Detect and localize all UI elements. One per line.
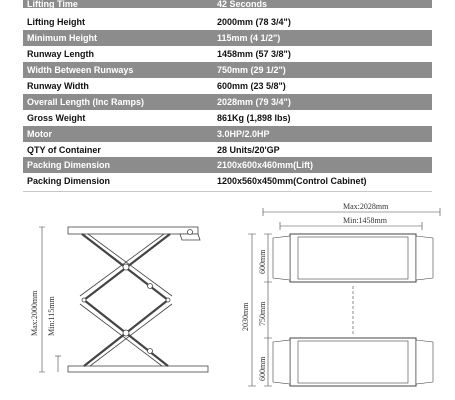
divider [23, 191, 432, 192]
spec-row [23, 30, 432, 46]
spec-label: QTY of Container [27, 145, 101, 155]
spec-row [23, 14, 432, 30]
spec-value: 861Kg (1,898 lbs) [217, 113, 291, 123]
min-height-label: Min:115mm [47, 296, 56, 336]
spec-value: 600mm (23 5/8") [217, 81, 286, 91]
spec-row [23, 126, 432, 142]
max-length-label: Max:2028mm [343, 202, 389, 211]
spec-value: 28 Units/20'GP [217, 145, 280, 155]
spec-label: Overall Length (Inc Ramps) [27, 97, 145, 107]
side-view-drawing [0, 196, 228, 400]
spec-row [23, 110, 432, 126]
spec-row [23, 62, 432, 78]
spec-value: 42 Seconds [217, 0, 268, 8]
spec-value: 2100x600x460mm(Lift) [217, 160, 314, 170]
min-length-label: Min:1458mm [343, 216, 388, 225]
spec-row [23, 0, 432, 8]
runway-bottom-width-label: 600mm [258, 356, 267, 381]
spec-label: Lifting Time [27, 0, 78, 8]
spec-label: Packing Dimension [27, 176, 111, 186]
spec-label: Lifting Height [27, 17, 85, 27]
spec-row [23, 78, 432, 94]
spec-row [23, 46, 432, 62]
top-view-drawing [228, 196, 455, 400]
spec-label: Runway Width [27, 81, 89, 91]
spec-label: Width Between Runways [27, 65, 134, 75]
spec-row [23, 142, 432, 158]
spec-row [23, 94, 432, 110]
spec-value: 1200x560x450mm(Control Cabinet) [217, 176, 367, 186]
spec-value: 750mm (29 1/2") [217, 65, 286, 75]
spec-value: 2000mm (78 3/4") [217, 17, 291, 27]
spec-value: 2028mm (79 3/4") [217, 97, 291, 107]
runway-top-width-label: 600mm [258, 249, 267, 274]
gap-width-label: 750mm [258, 301, 267, 326]
spec-value: 115mm (4 1/2") [217, 33, 281, 43]
max-height-label: Max:2000mm [30, 290, 39, 336]
spec-label: Gross Weight [27, 113, 86, 123]
spec-label: Minimum Height [27, 33, 97, 43]
spec-label: Motor [27, 129, 52, 139]
overall-width-label: 2030mm [241, 302, 250, 331]
spec-row [23, 157, 432, 173]
spec-label: Packing Dimension [27, 160, 111, 170]
spec-label: Runway Length [27, 49, 94, 59]
spec-value: 1458mm (57 3/8") [217, 49, 291, 59]
spec-row [23, 173, 432, 189]
spec-value: 3.0HP/2.0HP [217, 129, 270, 139]
